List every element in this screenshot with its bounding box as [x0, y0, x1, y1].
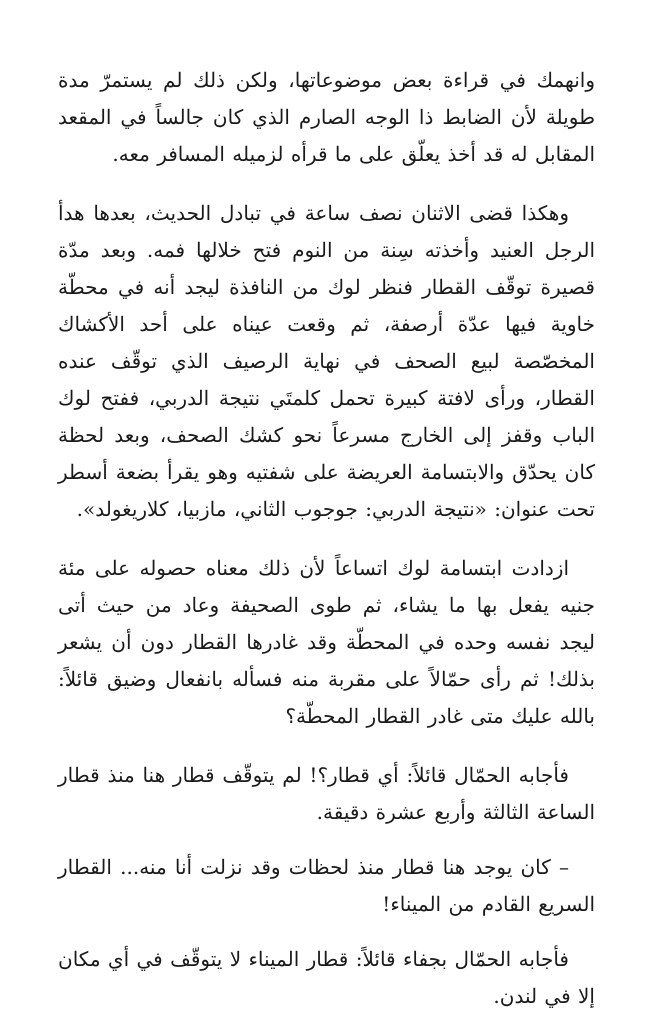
- paragraph-5: – كان يوجد هنا قطار منذ لحظات وقد نزلت أنا منه... القطار السريع القادم من الميناء!: [58, 855, 595, 916]
- paragraph-2: وهكذا قضى الاثنان نصف ساعة في تبادل الحديث، بعدها هدأ الرجل العنيد وأخذته سِنة من النوم فتح خلالها فمه. وبعد مدّة قصيرة توقّف القطار فنظر لوك من النافذة ليجد أنه في محطّة خاوية فيها عدّة أرصفة، ثم وقعت عيناه على أحد الأكشاك المخصّصة لبيع الصحف في نهاية الرصيف الذي توقّف عنده القطار، ورأى لافتة كبيرة تحمل كلمتَي نتيجة الدربي، ففتح لوك الباب وقفز إلى الخارج مسرعاً نحو كشك الصحف، وبعد لحظة كان يحدّق والابتسامة العريضة على شفتيه وهو يقرأ بضعة أسطر تحت عنوان: «نتيجة الدربي: جوجوب الثاني، مازبيا، كلاريغولد».: [58, 201, 596, 521]
- paragraph-4: فأجابه الحمّال قائلاً: أي قطار؟! لم يتوقّف قطار هنا منذ قطار الساعة الثالثة وأربع عشرة دقيقة.: [58, 763, 595, 824]
- book-page: [58, 62, 596, 1008]
- paragraph-1: وانهمك في قراءة بعض موضوعاتها، ولكن ذلك لم يستمرّ مدة طويلة لأن الضابط ذا الوجه الصارم الذي كان جالساً في المقعد المقابل له قد أخذ يعلّق على ما قرأه لزميله المسافر معه.: [58, 68, 595, 166]
- paragraph-6: فأجابه الحمّال بجفاء قائلاً: قطار الميناء لا يتوقّف في أي مكان إلا في لندن.: [58, 947, 595, 1008]
- paragraph-3: ازدادت ابتسامة لوك اتساعاً لأن ذلك معناه حصوله على مئة جنيه يفعل بها ما يشاء، ثم طوى الصحيفة وعاد من حيث أتى ليجد نفسه وحده في المحطّة وقد غادرها القطار دون أن يشعر بذلك! ثم رأى حمّالاً على مقربة منه فسأله بانفعال وضيق قائلاً: بالله عليك متى غادر القطار المحطّة؟: [58, 556, 596, 728]
